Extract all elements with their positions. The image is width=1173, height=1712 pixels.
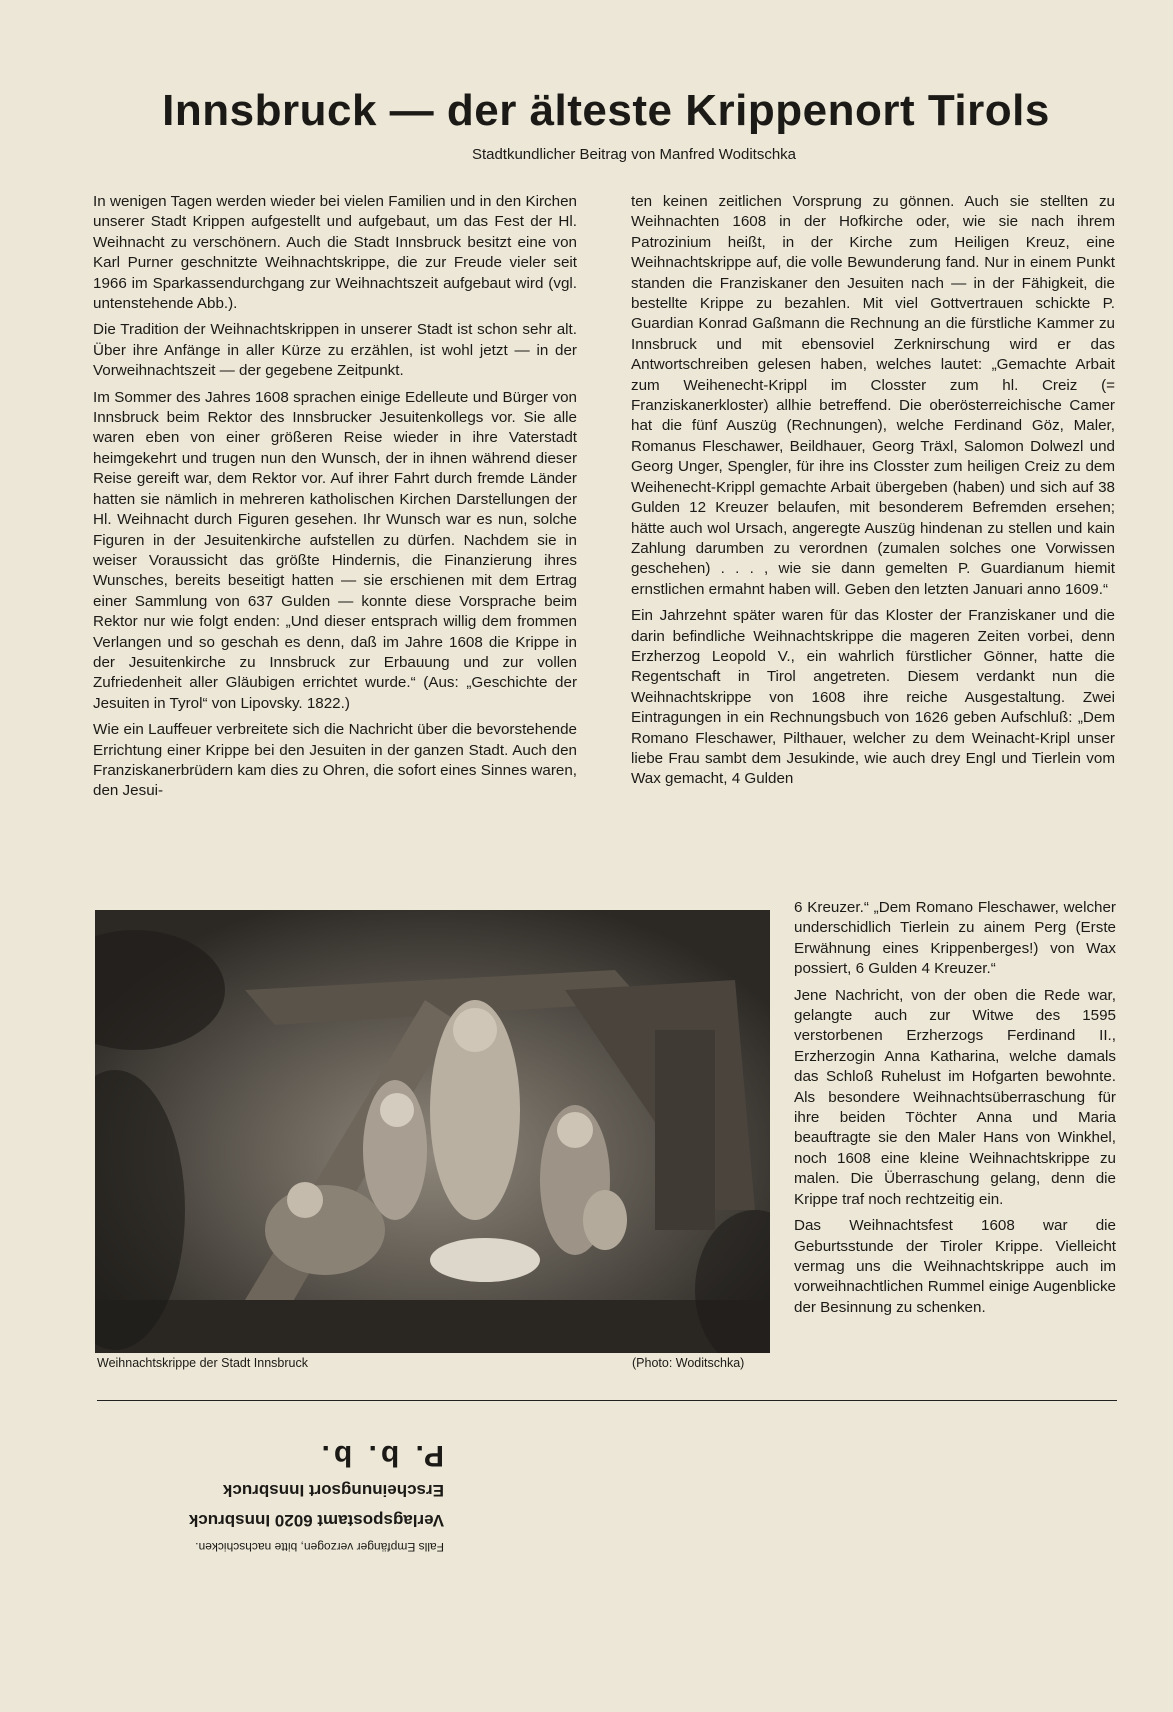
postal-forwarding-note: Falls Empfänger verzogen, bitte nachschicken.	[195, 1540, 444, 1554]
nativity-scene-image	[95, 910, 770, 1353]
postal-imprint-upside-down	[94, 1430, 444, 1560]
narrow-column	[794, 898, 1116, 1324]
paragraph: Wie ein Lauffeuer verbreitete sich die Nachricht über die bevorstehende Errichtung einer Krippe bei den Jesuiten in der ganzen Stadt. Auch den Franziskanerbrüdern kam dies zu Ohren, die sofort eines Sinnes waren, den Jesui-	[93, 721, 577, 800]
article-byline: Stadtkundlicher Beitrag von Manfred Woditschka	[471, 146, 796, 163]
photo-credit: (Photo: Woditschka)	[632, 1356, 745, 1370]
paragraph: Die Tradition der Weihnachtskrippen in unserer Stadt ist schon sehr alt. Über ihre Anfänge in aller Kürze zu erzählen, ist wohl jetzt — in der Vorweihnachtszeit — der gegebene Zeitpunkt.	[93, 321, 577, 380]
paragraph: In wenigen Tagen werden wieder bei vielen Familien und in den Kirchen unserer Stadt Krippen aufgestellt und aufgebaut, um das Fest der Hl. Weihnacht zu verschönern. Auch die Stadt Innsbruck besitzt eine von Karl Purner geschnitzte Weihnachtskrippe, die zur Freude vieler seit 1966 im Sparkassendurchgang zur Weihnachtszeit aufgebaut wird (vgl. untenstehende Abb.).	[93, 193, 577, 313]
photo-caption: Weihnachtskrippe der Stadt Innsbruck	[97, 1356, 308, 1370]
paragraph: Das Weihnachtsfest 1608 war die Geburtsstunde der Tiroler Krippe. Vielleicht vermag uns die Weihnachtskrippe auch im vorweihnachtlichen Rummel einige Augenblicke der Besinnung zu schenken.	[794, 1217, 1116, 1316]
postal-place-line: Erscheinungsort Innsbruck	[222, 1481, 444, 1500]
paragraph: ten keinen zeitlichen Vorsprung zu gönnen. Auch sie stellten zu Weihnachten 1608 in der Hofkirche oder, wie sie nach ihrem Patrozinium heißt, in der Kirche zum Heiligen Kreuz, eine Weihnachtskrippe auf, die volle Bewunderung fand. Nur in einem Punkt standen die Franziskaner den Jesuiten nach — in der Fähigkeit, die bestellte Krippe zu bezahlen. Mit viel Gottvertrauen schickte P. Guardian Konrad Gaßmann die Rechnung an die fürstliche Kammer zu Innsbruck und mit ebensoviel Zerknirschung wird er das Antwortschreiben gelesen haben, welches lautet: „Gemachte Arbait zum Weihenecht-Krippl im Closster zum hl. Creiz (= Franziskanerkloster) allhie betreffend. Die oberösterreichische Camer hat die fünf Auszüg (Rechnungen), welche Ferdinand Göz, Maler, Romanus Fleschawer, Beildhauer, Georg Träxl, Salomon Dolwezl und Georg Unger, Spengler, für ihre ins Closster zum heiligen Creiz zu dem Weihenecht-Krippl gemachte Arbait übergeben (haben) und sich auf 38 Gulden 12 Kreuzer belaufen, mit besonderem Befremden ersehen; hätte auch wol Ursach, angeregte Auszüg hindenan zu stellen und kain Zahlung darumben zu verordnen (zumalen solches one Vorwissen geschehen) . . . , wie sie dann gemelten P. Guardianum hiemit ernstlichen ermahnt haben will. Geben den letzten Januari anno 1609.“	[631, 193, 1115, 598]
postal-office-line: Verlagspostamt 6020 Innsbruck	[188, 1511, 444, 1530]
article-title: Innsbruck — der älteste Krippenort Tirols	[162, 86, 1050, 135]
right-column	[631, 192, 1115, 796]
paragraph: 6 Kreuzer.“ „Dem Romano Fleschawer, welcher underschidlich Tierlein zu ainem Perg (Erste Erwähnung eines Krippenberges!) von Wax possiert, 6 Gulden 4 Kreuzer.“	[794, 899, 1116, 978]
paragraph: Ein Jahrzehnt später waren für das Kloster der Franziskaner und die darin befindliche Weihnachtskrippe die mageren Zeiten vorbei, denn Erzherzog Leopold V., ein wahrlich fürstlicher Gönner, hatte die Regentschaft in Tirol angetreten. Diesem verdankt nun die Weihnachtskrippe von 1608 ihre reiche Ausgestaltung. Zwei Eintragungen in ein Rechnungsbuch von 1626 geben Aufschluß: „Dem Romano Fleschawer, Pilthauer, welcher zu dem Weinacht-Kripl unser liebe Frau sambt dem Jesukinde, wie auch drey Engl und Tierlein vom Wax gemacht, 4 Gulden	[631, 607, 1115, 788]
nativity-photo	[95, 910, 770, 1353]
divider-rule	[97, 1400, 1117, 1401]
paragraph: Jene Nachricht, von der oben die Rede war, gelangte auch zur Witwe des 1595 verstorbenen Erzherzogs Ferdinand II., Erzherzogin Anna Katharina, welche damals das Schloß Ruhelust im Hofgarten bewohnte. Als besondere Weihnachtsüberraschung für ihre beiden Töchter Anna und Maria beauftragte sie den Maler Hans von Winkhel, noch 1608 eine kleine Weihnachtskrippe zu malen. Die Überraschung gelang, denn die Krippe traf noch rechtzeitig ein.	[794, 986, 1116, 1208]
postal-pbb-mark: P. b. b.	[317, 1439, 444, 1472]
left-column	[93, 192, 577, 808]
paragraph: Im Sommer des Jahres 1608 sprachen einige Edelleute und Bürger von Innsbruck beim Rektor des Innsbrucker Jesuitenkollegs vor. Sie alle waren eben von einer größeren Reise wieder in ihre Vaterstadt heimgekehrt und trugen nun den Wunsch, der in ihnen während dieser Reise gereift war, dem Rektor vor. Auf ihrer Fahrt durch fremde Länder hatten sie nämlich in mehreren katholischen Kirchen Darstellungen der Hl. Weihnacht durch Figuren gesehen. Ihr Wunsch war es nun, solche Figuren in der Jesuitenkirche aufstellen zu dürfen. Nachdem sie in weiser Voraussicht das größte Hindernis, die Finanzierung ihres Wunsches, bereits beseitigt hatten — sie erschienen mit dem Ertrag einer Sammlung von 637 Gulden — konnte diese Vorsprache beim Rektor nur wie folgt enden: „Und dieser entsprach willig dem frommen Verlangen und so geschah es denn, daß im Jahre 1608 die Krippe in der Jesuitenkirche zu Innsbruck zur Erbauung und zur vollen Zufriedenheit aller Gläubigen errichtet wurde.“ (Aus: „Geschichte der Jesuiten in Tyrol“ von Lipovsky. 1822.)	[93, 388, 577, 712]
